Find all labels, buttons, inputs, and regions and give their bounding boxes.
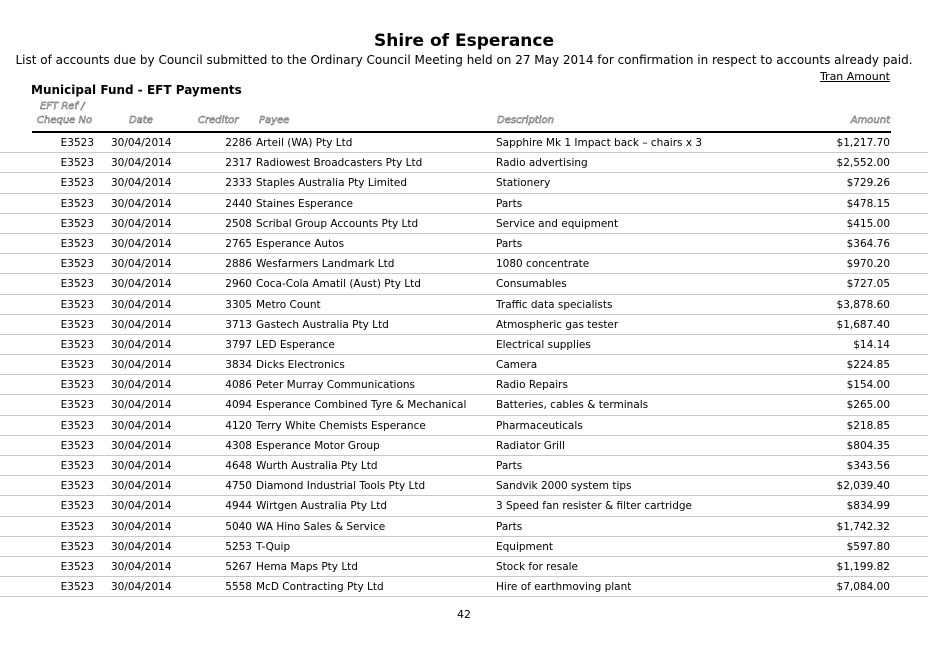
table-row [0,315,928,335]
cell-date: 30/04/2014 [111,217,172,230]
cell-creditor: 5558 [225,581,252,594]
cell-payee: Wesfarmers Landmark Ltd [256,258,395,271]
cell-amount: $1,199.82 [836,560,890,573]
cell-payee: Wurth Australia Pty Ltd [256,460,378,472]
header-amount: Amount [850,115,890,126]
cell-creditor: 3713 [225,318,252,331]
cell-description: Equipment [496,540,553,553]
cell-description: Parts [496,197,523,210]
cell-amount: $7,084.00 [836,581,890,594]
cell-description: Parts [496,460,523,472]
cell-date: 30/04/2014 [111,480,172,493]
cell-payee: WA Hino Sales & Service [256,520,386,533]
cell-creditor: 4094 [225,399,252,412]
table-row [0,214,928,234]
cell-date: 30/04/2014 [111,278,172,291]
cell-creditor: 2440 [225,197,252,210]
cell-date: 30/04/2014 [111,500,172,513]
cell-ref: E3523 [60,581,94,594]
cell-ref: E3523 [60,157,94,170]
cell-payee: Scribal Group Accounts Pty Ltd [256,217,419,230]
cell-payee: Diamond Industrial Tools Pty Ltd [256,480,426,493]
table-row [0,577,928,597]
cell-ref: E3523 [60,237,94,250]
cell-ref: E3523 [60,318,94,331]
cell-description: Electrical supplies [496,338,591,351]
cell-description: Camera [496,359,538,372]
document-subtitle: List of accounts due by Council submitted to the Ordinary Council Meeting held on 27 May 2014 for confirmation in respect to accounts already paid. [15,53,913,67]
cell-creditor: 3305 [225,298,252,311]
cell-description: 1080 concentrate [496,258,590,271]
cell-date: 30/04/2014 [111,237,172,250]
table-row [0,234,928,254]
table-row [0,537,928,557]
table-row [0,476,928,496]
cell-ref: E3523 [60,379,94,392]
cell-payee: Gastech Australia Pty Ltd [256,318,389,331]
cell-payee: McD Contracting Pty Ltd [256,581,384,594]
cell-payee: Metro Count [256,298,321,311]
tran-amount-label: Tran Amount [819,70,890,83]
cell-creditor: 2508 [225,217,252,230]
cell-amount: $727.05 [846,278,890,291]
cell-date: 30/04/2014 [111,520,172,533]
cell-date: 30/04/2014 [111,338,172,351]
header-ref-line1: EFT Ref / [40,101,85,112]
table-row [0,173,928,193]
cell-amount: $154.00 [846,379,890,392]
cell-ref: E3523 [60,217,94,230]
header-payee: Payee [259,115,290,126]
table-row [0,355,928,375]
cell-date: 30/04/2014 [111,157,172,170]
cell-payee: Radiowest Broadcasters Pty Ltd [256,157,423,170]
cell-creditor: 5253 [225,540,252,553]
cell-ref: E3523 [60,298,94,311]
table-row [0,496,928,516]
cell-creditor: 4308 [225,439,252,452]
cell-description: Parts [496,237,523,250]
table-row [0,153,928,173]
cell-date: 30/04/2014 [111,460,172,472]
cell-payee: LED Esperance [256,338,335,351]
cell-amount: $970.20 [846,258,890,271]
cell-amount: $364.76 [846,237,890,250]
page-number: 42 [457,608,471,621]
cell-creditor: 3834 [225,359,252,372]
cell-creditor: 5267 [225,560,252,573]
cell-ref: E3523 [60,480,94,493]
document-title: Shire of Esperance [374,31,554,51]
cell-description: Sapphire Mk 1 Impact back – chairs x 3 [496,137,703,149]
cell-creditor: 4120 [225,419,252,432]
cell-date: 30/04/2014 [111,318,172,331]
cell-date: 30/04/2014 [111,177,172,190]
cell-payee: Hema Maps Pty Ltd [256,560,358,573]
cell-ref: E3523 [60,520,94,533]
cell-creditor: 4648 [225,460,252,472]
cell-date: 30/04/2014 [111,197,172,210]
cell-creditor: 4750 [225,480,252,493]
cell-description: Batteries, cables & terminals [496,399,649,412]
cell-description: Parts [496,520,523,533]
cell-date: 30/04/2014 [111,581,172,594]
cell-date: 30/04/2014 [111,439,172,452]
cell-payee: Peter Murray Communications [256,379,416,392]
cell-amount: $218.85 [846,419,890,432]
cell-ref: E3523 [60,460,94,472]
cell-ref: E3523 [60,560,94,573]
cell-amount: $343.56 [846,460,890,472]
cell-payee: Staines Esperance [256,197,353,210]
column-headers [0,101,928,131]
cell-ref: E3523 [60,338,94,351]
cell-ref: E3523 [60,177,94,190]
cell-description: Radio advertising [496,157,588,170]
cell-date: 30/04/2014 [111,258,172,271]
table-row [0,416,928,436]
cell-payee: Esperance Motor Group [256,439,380,452]
cell-date: 30/04/2014 [111,359,172,372]
cell-amount: $3,878.60 [836,298,890,311]
cell-payee: Staples Australia Pty Limited [256,177,408,190]
cell-amount: $1,742.32 [836,520,890,533]
cell-description: Traffic data specialists [496,298,613,311]
cell-amount: $14.14 [853,338,890,351]
cell-description: Radiator Grill [496,439,565,452]
header-ref-line2: Cheque No [37,115,93,126]
cell-description: Sandvik 2000 system tips [496,480,632,493]
cell-ref: E3523 [60,500,94,513]
header-creditor: Creditor [198,115,239,126]
header-description: Description [497,115,554,126]
cell-creditor: 2333 [225,177,252,190]
cell-ref: E3523 [60,197,94,210]
cell-payee: Terry White Chemists Esperance [256,419,426,432]
cell-ref: E3523 [60,399,94,412]
cell-date: 30/04/2014 [111,540,172,553]
cell-amount: $415.00 [846,217,890,230]
table-row [0,274,928,294]
cell-ref: E3523 [60,540,94,553]
cell-payee: Dicks Electronics [256,359,345,372]
cell-description: 3 Speed fan resister & filter cartridge [496,500,692,513]
cell-payee: Esperance Autos [256,237,345,250]
cell-amount: $2,039.40 [836,480,890,493]
table-row [0,254,928,274]
cell-amount: $804.35 [846,439,890,452]
cell-description: Atmospheric gas tester [496,318,619,331]
cell-amount: $834.99 [846,500,890,513]
cell-date: 30/04/2014 [111,560,172,573]
cell-date: 30/04/2014 [111,137,172,149]
cell-date: 30/04/2014 [111,379,172,392]
cell-creditor: 2886 [225,258,252,271]
cell-amount: $478.15 [846,197,890,210]
cell-date: 30/04/2014 [111,298,172,311]
table-row [0,395,928,415]
section-title: Municipal Fund - EFT Payments [31,83,242,97]
cell-ref: E3523 [60,359,94,372]
cell-description: Service and equipment [496,217,619,230]
cell-description: Stock for resale [496,560,579,573]
cell-description: Stationery [496,177,551,190]
cell-payee: Wirtgen Australia Pty Ltd [256,500,388,513]
cell-amount: $597.80 [846,540,890,553]
cell-creditor: 4086 [225,379,252,392]
cell-amount: $2,552.00 [836,157,890,170]
cell-amount: $1,217.70 [836,137,890,149]
cell-amount: $265.00 [846,399,890,412]
cell-payee: T-Quip [256,540,291,553]
table-row [0,375,928,395]
cell-date: 30/04/2014 [111,399,172,412]
table-row [0,295,928,315]
cell-ref: E3523 [60,137,94,149]
table-row [0,335,928,355]
cell-description: Hire of earthmoving plant [496,581,632,594]
table-row [0,456,928,476]
cell-ref: E3523 [60,439,94,452]
cell-creditor: 4944 [225,500,252,513]
cell-creditor: 2286 [225,137,252,149]
table-row [0,517,928,537]
cell-description: Pharmaceuticals [496,419,583,432]
cell-description: Radio Repairs [496,379,568,392]
cell-amount: $224.85 [846,359,890,372]
cell-payee: Esperance Combined Tyre & Mechanical [256,399,467,412]
cell-ref: E3523 [60,419,94,432]
cell-ref: E3523 [60,258,94,271]
cell-description: Consumables [496,278,567,291]
header-date: Date [129,115,153,126]
cell-creditor: 5040 [225,520,252,533]
cell-creditor: 3797 [225,338,252,351]
payments-table [0,133,928,597]
cell-amount: $729.26 [846,177,890,190]
table-row [0,194,928,214]
cell-creditor: 2960 [225,278,252,291]
cell-creditor: 2317 [225,157,252,170]
cell-payee: Coca-Cola Amatil (Aust) Pty Ltd [256,278,421,291]
cell-creditor: 2765 [225,237,252,250]
table-row [0,133,928,153]
cell-ref: E3523 [60,278,94,291]
cell-amount: $1,687.40 [836,318,890,331]
cell-date: 30/04/2014 [111,419,172,432]
table-row [0,436,928,456]
table-row [0,557,928,577]
cell-payee: Arteil (WA) Pty Ltd [256,137,353,149]
